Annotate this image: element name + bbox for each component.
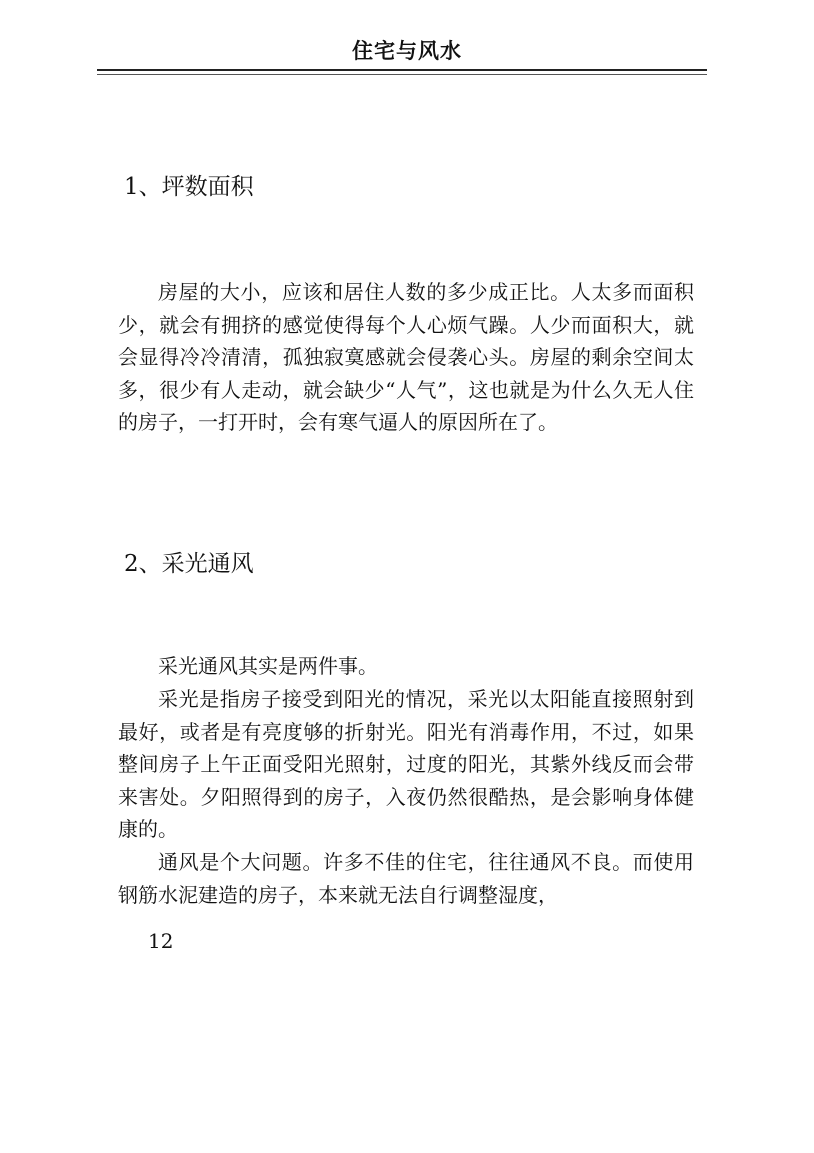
paragraph-3: 采光是指房子接受到阳光的情况，采光以太阳能直接照射到最好，或者是有亮度够的折射光。阳光有消毒作用，不过，如果整间房子上午正面受阳光照射，过度的阳光，其紫外线反而会带来害处。夕阳照得到的房子，入夜仍然很酷热，是会影响身体健康的。 — [118, 687, 694, 841]
section-heading-2: 2、采光通风 — [124, 551, 254, 577]
page-number: 12 — [148, 929, 174, 953]
header-rule-thin — [97, 74, 707, 75]
running-header: 住宅与风水 — [352, 38, 462, 63]
section-heading-1: 1、坪数面积 — [124, 174, 254, 200]
header-rule — [97, 69, 707, 71]
paragraph-4: 通风是个大问题。许多不佳的住宅，往往通风不良。而使用钢筋水泥建造的房子，本来就无法自行调整湿度， — [118, 850, 694, 907]
paragraph-2: 采光通风其实是两件事。 — [158, 654, 378, 678]
paragraph-1: 房屋的大小，应该和居住人数的多少成正比。人太多而面积少，就会有拥挤的感觉使得每个人心烦气躁。人少而面积大，就会显得冷冷清清，孤独寂寞感就会侵袭心头。房屋的剩余空间太多，很少有人走动，就会缺少“人气”，这也就是为什么久无人住的房子，一打开时，会有寒气逼人的原因所在了。 — [118, 280, 694, 434]
